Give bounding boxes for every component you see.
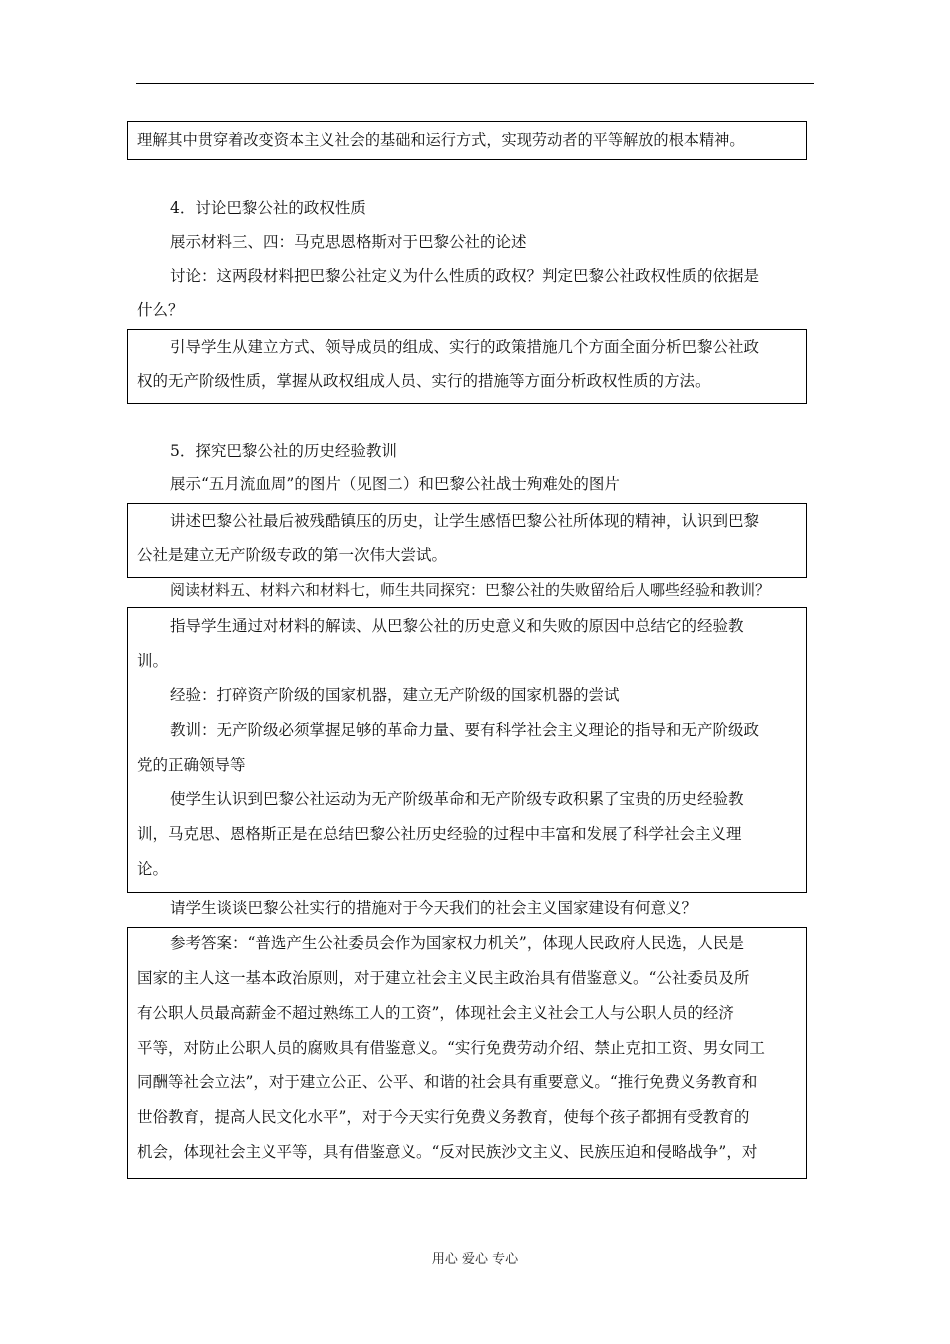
box4-line-4: 教训：无产阶级必须掌握足够的革命力量、要有科学社会主义理论的指导和无产阶级政 <box>170 721 760 739</box>
box3-line-2: 公社是建立无产阶级专政的第一次伟大尝试。 <box>137 546 448 564</box>
section-4-line-3: 什么？ <box>137 301 184 319</box>
section-5-line-1: 展示“五月流血周”的图片（见图二）和巴黎公社战士殉难处的图片 <box>170 475 620 493</box>
box4-line-7: 训，马克思、恩格斯正是在总结巴黎公社历史经验的过程中丰富和发展了科学社会主义理 <box>137 825 742 843</box>
box4-line-8: 论。 <box>137 860 169 878</box>
box3-line-1: 讲述巴黎公社最后被残酷镇压的历史，让学生感悟巴黎公社所体现的精神，认识到巴黎 <box>170 512 760 530</box>
box4-line-6: 使学生认识到巴黎公社运动为无产阶级革命和无产阶级专政积累了宝贵的历史经验教 <box>170 790 744 808</box>
discussion-question: 请学生谈谈巴黎公社实行的措施对于今天我们的社会主义国家建设有何意义？ <box>170 899 698 917</box>
box4-line-5: 党的正确领导等 <box>137 756 246 774</box>
box5-line-6: 世俗教育，提高人民文化水平”，对于今天实行免费义务教育，使每个孩子都拥有受教育的 <box>137 1108 750 1126</box>
box4-line-1: 指导学生通过对材料的解读、从巴黎公社的历史意义和失败的原因中总结它的经验教 <box>170 617 744 635</box>
section-4-line-2: 讨论：这两段材料把巴黎公社定义为什么性质的政权？判定巴黎公社政权性质的依据是 <box>170 267 760 285</box>
box4-line-3: 经验：打碎资产阶级的国家机器，建立无产阶级的国家机器的尝试 <box>170 686 620 704</box>
box4-line-2: 训。 <box>137 652 169 670</box>
section-5-heading: 5．探究巴黎公社的历史经验教训 <box>170 442 397 460</box>
reading-prompt: 阅读材料五、材料六和材料七，师生共同探究：巴黎公社的失败留给后人哪些经验和教训？ <box>170 581 771 599</box>
box2-line-2: 权的无产阶级性质，掌握从政权组成人员、实行的措施等方面分析政权性质的方法。 <box>137 372 711 390</box>
page-footer: 用心 爱心 专心 <box>431 1252 519 1267</box>
box5-line-7: 机会，体现社会主义平等，具有借鉴意义。“反对民族沙文主义、民族压迫和侵略战争”，对 <box>137 1143 758 1161</box>
header-rule <box>136 83 814 84</box>
box5-line-2: 国家的主人这一基本政治原则，对于建立社会主义民主政治具有借鉴意义。“公社委员及所 <box>137 969 750 987</box>
box5-line-5: 同酬等社会立法”，对于建立公正、公平、和谐的社会具有重要意义。“推行免费义务教育和 <box>137 1073 758 1091</box>
box2-line-1: 引导学生从建立方式、领导成员的组成、实行的政策措施几个方面全面分析巴黎公社政 <box>170 338 760 356</box>
summary-box-4 <box>127 607 807 893</box>
section-4-heading: 4．讨论巴黎公社的政权性质 <box>170 199 366 217</box>
box5-line-3: 有公职人员最高薪金不超过熟练工人的工资”，体现社会主义社会工人与公职人员的经济 <box>137 1004 734 1022</box>
box1-line-1: 理解其中贯穿着改变资本主义社会的基础和运行方式，实现劳动者的平等解放的根本精神。 <box>137 131 745 149</box>
box5-line-4: 平等，对防止公职人员的腐败具有借鉴意义。“实行免费劳动介绍、禁止克扣工资、男女同工 <box>137 1039 765 1057</box>
box5-line-1: 参考答案：“普选产生公社委员会作为国家权力机关”，体现人民政府人民选，人民是 <box>170 934 744 952</box>
section-4-line-1: 展示材料三、四：马克思恩格斯对于巴黎公社的论述 <box>170 233 527 251</box>
